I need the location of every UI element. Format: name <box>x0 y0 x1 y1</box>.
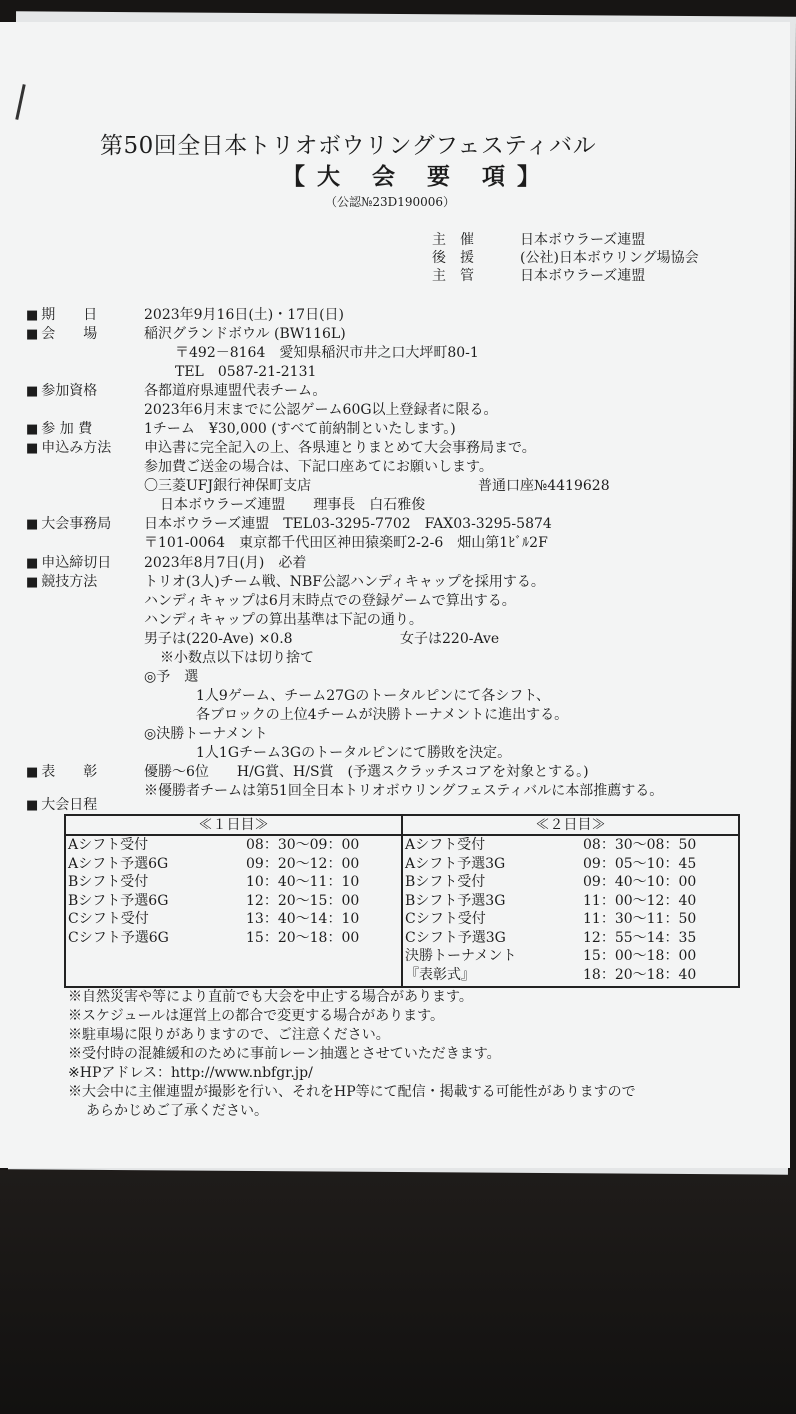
bank-branch: 〇三菱UFJ銀行神保町支店 <box>144 478 312 494</box>
note-line: ※スケジュールは運営上の都合で変更する場合があります。 <box>68 1008 445 1024</box>
note-line: あらかじめご了承ください。 <box>86 1103 268 1119</box>
table-row: Aシフト予選6G 09：20～12：00 <box>68 855 360 872</box>
schedule-day2 <box>401 816 738 986</box>
office-address: 〒101-0064 東京都千代田区神田猿楽町2-2-6 畑山第1ﾋﾞﾙ2F <box>144 535 548 551</box>
bullet-square: ■ <box>26 327 39 342</box>
period-label: ■ 期 日 <box>26 307 98 323</box>
note-line: ※受付時の混雑緩和のために事前レーン抽選とさせていただきます。 <box>68 1046 501 1062</box>
bullet-square: ■ <box>26 517 39 532</box>
note-line: ※駐車場に限りがありますので、ご注意ください。 <box>68 1027 390 1043</box>
bullet-square: ■ <box>26 765 39 780</box>
handicap-men: 男子は(220-Ave) ×0.8 <box>144 631 293 647</box>
bullet-square: ■ <box>26 441 39 456</box>
table-row: Bシフト予選6G 12：20～15：00 <box>68 892 360 909</box>
awards-label: ■ 表 彰 <box>26 764 98 780</box>
application-label: ■ 申込み方法 <box>26 440 112 456</box>
application-line: 参加費ご送金の場合は、下記口座あてにお願いします。 <box>144 459 493 475</box>
awards-line: 優勝～6位 H/G賞、H/S賞 (予選スクラッチスコアを対象とする。) <box>144 764 589 780</box>
day2-header: ≪２日目≫ <box>403 816 738 836</box>
eligibility-label: ■ 参加資格 <box>26 383 98 399</box>
bullet-square: ■ <box>26 575 39 590</box>
bullet-square: ■ <box>26 308 39 323</box>
method-line: トリオ(3人)チーム戦、NBF公認ハンディキャップを採用する。 <box>144 574 545 590</box>
eligibility-line: 2023年6月末までに公認ゲーム60G以上登録者に限る。 <box>144 402 498 418</box>
schedule-label: ■ 大会日程 <box>26 797 98 813</box>
venue-label: ■ 会 場 <box>26 326 98 342</box>
final-heading: ◎決勝トーナメント <box>144 726 268 742</box>
schedule-day1 <box>66 816 401 986</box>
bank-account: 普通口座№4419628 <box>478 478 610 494</box>
qualifier-line: 各ブロックの上位4チームが決勝トーナメントに進出する。 <box>196 707 569 723</box>
deadline-label: ■ 申込締切日 <box>26 555 112 571</box>
schedule-table <box>64 814 740 988</box>
application-line: 申込書に完全記入の上、各県連とりまとめて大会事務局まで。 <box>144 440 536 456</box>
fee-value: 1チーム ¥30,000 (すべて前納制といたします。) <box>144 421 456 437</box>
venue-name: 稲沢グランドボウル (BW116L) <box>144 326 346 342</box>
manager-name: 日本ボウラーズ連盟 <box>520 268 646 284</box>
table-row: Aシフト受付 08：30～08：50 <box>405 837 697 853</box>
bullet-square: ■ <box>26 422 39 437</box>
awards-note: ※優勝者チームは第51回全日本トリオボウリングフェスティバルに本部推薦する。 <box>144 783 664 799</box>
deadline-value: 2023年8月7日(月) 必着 <box>144 555 307 571</box>
table-row: Aシフト予選3G 09：05～10：45 <box>405 855 697 872</box>
sponsor-role: 後 援 <box>432 250 474 266</box>
eligibility-line: 各都道府県連盟代表チーム。 <box>144 383 327 399</box>
venue-tel: TEL 0587-21-2131 <box>175 364 317 380</box>
office-label: ■ 大会事務局 <box>26 516 112 532</box>
document-subtitle: 【大 会 要 項】 <box>282 163 553 190</box>
organizer-name: 日本ボウラーズ連盟 <box>520 232 646 248</box>
account-holder: 日本ボウラーズ連盟 理事長 白石雅俊 <box>160 497 426 513</box>
table-surface <box>0 1170 796 1414</box>
qualifier-line: 1人9ゲーム、チーム27Gのトータルピンにて各シフト、 <box>196 688 550 704</box>
pen-mark <box>15 84 25 120</box>
table-row: Aシフト受付 08：30～09：00 <box>68 837 360 853</box>
table-row: Cシフト受付 11：30～11：50 <box>405 911 697 927</box>
handicap-women: 女子は220-Ave <box>400 631 500 647</box>
organizer-role: 主 催 <box>432 232 474 248</box>
office-contact: 日本ボウラーズ連盟 TEL03-3295-7702 FAX03-3295-5874 <box>144 516 552 532</box>
sponsor-name: (公社)日本ボウリング場協会 <box>520 250 699 266</box>
bullet-square: ■ <box>26 798 39 813</box>
venue-address: 〒492－8164 愛知県稲沢市井之口大坪町80-1 <box>175 345 479 361</box>
document-sheet <box>0 22 790 1168</box>
approval-number: （公認№23D190006） <box>325 195 456 209</box>
bullet-square: ■ <box>26 556 39 571</box>
period-value: 2023年9月16日(土)・17日(日) <box>144 307 345 323</box>
method-line: ハンディキャップは6月末時点での登録ゲームで算出する。 <box>144 593 516 609</box>
rounding-note: ※小数点以下は切り捨て <box>160 650 314 666</box>
table-row: Bシフト受付 10：40～11：10 <box>68 874 360 890</box>
manager-role: 主 管 <box>432 268 474 284</box>
fee-label: ■ 参 加 費 <box>26 421 93 437</box>
table-row: Bシフト受付 09：40～10：00 <box>405 874 697 890</box>
day1-header: ≪１日目≫ <box>66 816 401 836</box>
bullet-square: ■ <box>26 384 39 399</box>
table-row: Cシフト予選3G 12：55～14：35 <box>405 929 697 946</box>
final-line: 1人1Gチーム3Gのトータルピンにて勝敗を決定。 <box>196 745 512 761</box>
table-row: Cシフト受付 13：40～14：10 <box>68 911 360 927</box>
qualifier-heading: ◎予 選 <box>144 669 199 685</box>
table-row: Bシフト予選3G 11：00～12：40 <box>405 892 697 909</box>
table-row: 『表彰式』 18：20～18：40 <box>405 966 697 983</box>
note-line: ※大会中に主催連盟が撮影を行い、それをHP等にて配信・掲載する可能性がありますので <box>68 1084 636 1100</box>
note-line: ※自然災害や等により直前でも大会を中止する場合があります。 <box>68 989 473 1005</box>
method-label: ■ 競技方法 <box>26 574 98 590</box>
table-row: Cシフト予選6G 15：20～18：00 <box>68 929 360 946</box>
table-row: 決勝トーナメント 15：00～18：00 <box>405 948 697 964</box>
method-line: ハンディキャップの算出基準は下記の通り。 <box>144 612 423 628</box>
document-title: 第50回全日本トリオボウリングフェスティバル <box>100 133 597 159</box>
website-note: ※HPアドレス：http://www.nbfgr.jp/ <box>68 1065 313 1081</box>
